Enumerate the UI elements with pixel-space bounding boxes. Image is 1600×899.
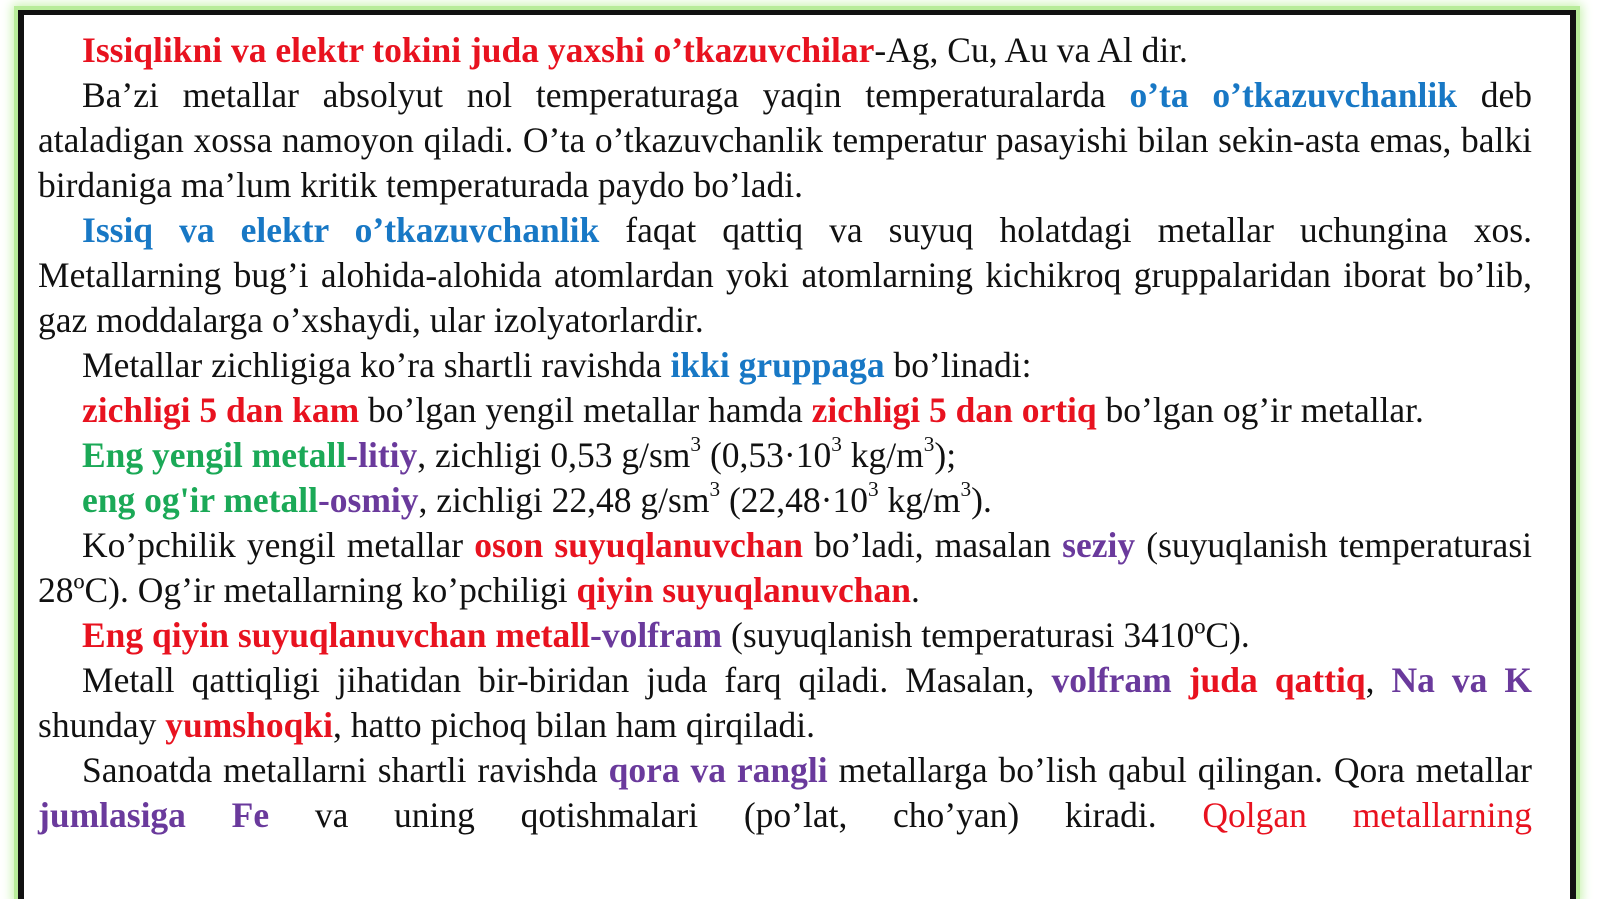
text-span: kg/m — [841, 435, 924, 475]
text-span: kg/m — [878, 480, 961, 520]
text-span: bo’ladi, masalan — [803, 525, 1063, 565]
paragraph-light-heavy — [38, 388, 1532, 433]
highlight-ferrous-nonferrous: qora va rangli — [608, 750, 828, 790]
text-span: - — [317, 480, 330, 520]
superscript: 3 — [690, 432, 702, 457]
text-span: Metall qattiqligi jihatidan bir-biridan juda farq qiladi. Masalan, — [82, 660, 1052, 700]
text-span: Metallar zichligiga ko’ra shartli ravishda — [82, 345, 671, 385]
superscript: 3 — [709, 477, 721, 502]
highlight-na-k: Na va K — [1391, 660, 1533, 700]
text-span: Ba’zi metallar absolyut nol temperaturaga yaqin temperaturalarda — [82, 75, 1130, 115]
text-span: ). — [971, 480, 992, 520]
highlight-fe: jumlasiga Fe — [38, 795, 270, 835]
text-span: (suyuqlanish temperaturasi 28ºC). Og’ir metallarning ko’pchiligi — [38, 525, 1532, 610]
highlight-density-more-5: zichligi 5 dan ortiq — [811, 390, 1097, 430]
text-span: . — [910, 570, 920, 610]
text-span: (suyuqlanish temperaturasi 3410ºC). — [722, 615, 1250, 655]
text-span: - — [346, 435, 359, 475]
highlight-most-refractory: Eng qiyin suyuqlanuvchan metall — [82, 615, 591, 655]
superscript: 3 — [831, 432, 842, 457]
highlight-lightest-metal: Eng yengil metall — [82, 435, 347, 475]
superscript: 3 — [960, 477, 972, 502]
highlight-remaining-metals: Qolgan metallarning — [1202, 795, 1532, 835]
text-span: , — [1365, 660, 1392, 700]
text-span: - — [590, 615, 602, 655]
paragraph-heaviest-metal — [38, 478, 1532, 523]
slide-frame — [18, 10, 1576, 899]
paragraph-refractory — [38, 613, 1532, 658]
text-body — [38, 28, 1532, 838]
paragraph-density-groups — [38, 343, 1532, 388]
highlight-cesium: seziy — [1062, 525, 1136, 565]
highlight-two-groups: ikki gruppaga — [670, 345, 885, 385]
highlight-lithium: litiy — [358, 435, 418, 475]
text-span: -Ag, Cu, Au va Al dir. — [874, 30, 1188, 70]
highlight-best-conductors: Issiqlikni va elektr tokini juda yaxshi o’tkazuvchilar — [82, 30, 875, 70]
highlight-easy-melting: oson suyuqlanuvchan — [474, 525, 804, 565]
text-span: metallarga bo’lish qabul qilingan. Qora metallar — [827, 750, 1533, 790]
text-span: Ko’pchilik yengil metallar — [82, 525, 475, 565]
paragraph-conductivity — [38, 208, 1532, 343]
text-span: bo’lgan og’ir metallar. — [1096, 390, 1424, 430]
text-span: (22,48·10 — [720, 480, 868, 520]
highlight-very-hard: juda qattiq — [1171, 660, 1366, 700]
superscript: 3 — [923, 432, 935, 457]
highlight-tungsten-hard: volfram — [1051, 660, 1172, 700]
text-span: bo’linadi: — [884, 345, 1032, 385]
highlight-hard-melting: qiyin suyuqlanuvchan — [576, 570, 911, 610]
paragraph-conductors — [38, 28, 1532, 73]
paragraph-superconductivity — [38, 73, 1532, 208]
text-span: Sanoatda metallarni shartli ravishda — [82, 750, 609, 790]
text-span: faqat qattiq va suyuq holatdagi metallar uchungina xos. Metallarning bug’i alohida-alohida atomlardan yoki atomlarning kichikroq gruppalaridan iborat bo’lib, gaz moddalarga o’xshaydi, ular izolyatorlardir. — [38, 210, 1532, 340]
highlight-superconductivity: o’ta o’tkazuvchanlik — [1129, 75, 1457, 115]
paragraph-ferrous — [38, 748, 1532, 838]
superscript: 3 — [868, 477, 879, 502]
highlight-tungsten: volfram — [601, 615, 723, 655]
text-span: , hatto pichoq bilan ham qirqiladi. — [332, 705, 816, 745]
highlight-conductivity: Issiq va elektr o’tkazuvchanlik — [82, 210, 600, 250]
text-span: ); — [934, 435, 957, 475]
highlight-heaviest-metal: eng og'ir metall — [82, 480, 318, 520]
text-span: (0,53·10 — [701, 435, 832, 475]
text-span: , zichligi 22,48 g/sm — [418, 480, 710, 520]
paragraph-lightest-metal — [38, 433, 1532, 478]
text-span: va uning qotishmalari (po’lat, cho’yan) kiradi. — [269, 795, 1203, 835]
text-span: shunday — [38, 705, 166, 745]
highlight-soft: yumshoqki — [165, 705, 333, 745]
text-span: bo’lgan yengil metallar hamda — [359, 390, 812, 430]
highlight-osmium: osmiy — [329, 480, 419, 520]
highlight-density-less-5: zichligi 5 dan kam — [82, 390, 360, 430]
text-span: , zichligi 0,53 g/sm — [417, 435, 691, 475]
text-span: deb ataladigan xossa namoyon qiladi. O’ta o’tkazuvchanlik temperatur pasayishi bilan sekin-asta emas, balki birdaniga ma’lum kritik temperaturada paydo bo’ladi. — [38, 75, 1532, 205]
paragraph-melting — [38, 523, 1532, 613]
paragraph-hardness — [38, 658, 1532, 748]
